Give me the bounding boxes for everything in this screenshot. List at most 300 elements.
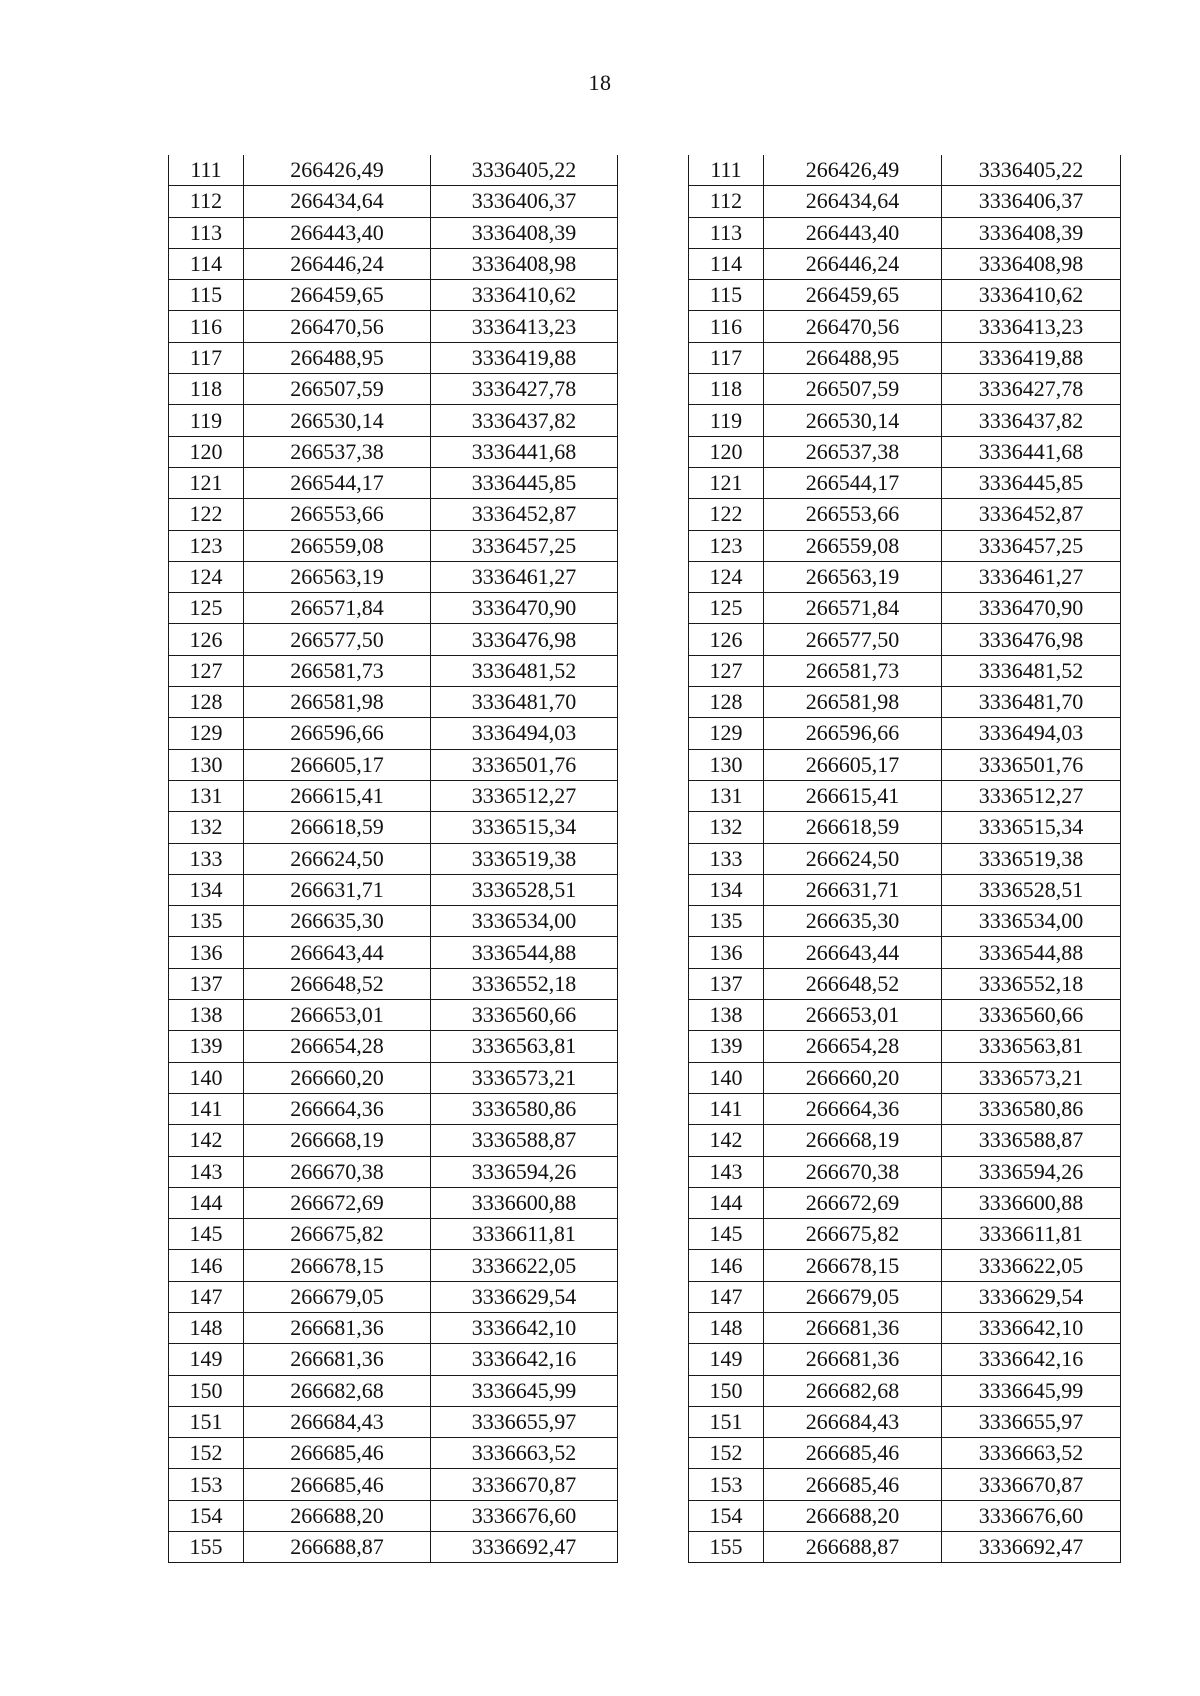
- table-row: [169, 374, 618, 405]
- x-coordinate-cell: 266507,59: [764, 374, 942, 405]
- table-row: [169, 937, 618, 968]
- table-row: [169, 186, 618, 217]
- point-number-cell: 127: [169, 655, 244, 686]
- point-number-cell: 116: [169, 311, 244, 342]
- table-row: [689, 1250, 1121, 1281]
- table-row: [169, 1438, 618, 1469]
- y-coordinate-cell: 3336445,85: [942, 467, 1121, 498]
- point-number-cell: 130: [169, 749, 244, 780]
- point-number-cell: 112: [689, 186, 764, 217]
- point-number-cell: 123: [689, 530, 764, 561]
- table-row: [689, 374, 1121, 405]
- point-number-cell: 129: [169, 718, 244, 749]
- point-number-cell: 137: [689, 968, 764, 999]
- x-coordinate-cell: 266688,87: [764, 1532, 942, 1563]
- x-coordinate-cell: 266681,36: [244, 1312, 431, 1343]
- point-number-cell: 145: [689, 1219, 764, 1250]
- table-row: [169, 1532, 618, 1563]
- point-number-cell: 112: [169, 186, 244, 217]
- point-number-cell: 118: [169, 374, 244, 405]
- y-coordinate-cell: 3336481,70: [431, 687, 618, 718]
- table-row: [689, 812, 1121, 843]
- point-number-cell: 123: [169, 530, 244, 561]
- table-row: [689, 843, 1121, 874]
- y-coordinate-cell: 3336655,97: [942, 1406, 1121, 1437]
- x-coordinate-cell: 266682,68: [764, 1375, 942, 1406]
- x-coordinate-cell: 266596,66: [764, 718, 942, 749]
- table-row: [689, 1438, 1121, 1469]
- point-number-cell: 121: [169, 467, 244, 498]
- point-number-cell: 133: [689, 843, 764, 874]
- point-number-cell: 148: [689, 1312, 764, 1343]
- x-coordinate-cell: 266679,05: [764, 1281, 942, 1312]
- point-number-cell: 125: [689, 593, 764, 624]
- x-coordinate-cell: 266563,19: [764, 561, 942, 592]
- table-row: [169, 1031, 618, 1062]
- point-number-cell: 117: [169, 342, 244, 373]
- x-coordinate-cell: 266530,14: [764, 405, 942, 436]
- point-number-cell: 147: [169, 1281, 244, 1312]
- x-coordinate-cell: 266675,82: [764, 1219, 942, 1250]
- y-coordinate-cell: 3336437,82: [942, 405, 1121, 436]
- x-coordinate-cell: 266653,01: [244, 1000, 431, 1031]
- point-number-cell: 138: [689, 1000, 764, 1031]
- y-coordinate-cell: 3336670,87: [431, 1469, 618, 1500]
- table-row: [689, 499, 1121, 530]
- x-coordinate-cell: 266624,50: [244, 843, 431, 874]
- x-coordinate-cell: 266615,41: [764, 780, 942, 811]
- x-coordinate-cell: 266688,20: [764, 1500, 942, 1531]
- y-coordinate-cell: 3336560,66: [431, 1000, 618, 1031]
- table-row: [169, 311, 618, 342]
- table-row: [169, 1187, 618, 1218]
- table-row: [689, 1187, 1121, 1218]
- point-number-cell: 126: [169, 624, 244, 655]
- table-row: [169, 1125, 618, 1156]
- point-number-cell: 111: [169, 155, 244, 186]
- x-coordinate-cell: 266688,20: [244, 1500, 431, 1531]
- x-coordinate-cell: 266488,95: [244, 342, 431, 373]
- point-number-cell: 151: [169, 1406, 244, 1437]
- x-coordinate-cell: 266488,95: [764, 342, 942, 373]
- table-row: [169, 1375, 618, 1406]
- point-number-cell: 116: [689, 311, 764, 342]
- table-row: [689, 186, 1121, 217]
- x-coordinate-cell: 266581,73: [764, 655, 942, 686]
- y-coordinate-cell: 3336534,00: [431, 906, 618, 937]
- point-number-cell: 113: [689, 217, 764, 248]
- table-row: [689, 342, 1121, 373]
- point-number-cell: 143: [689, 1156, 764, 1187]
- table-row: [169, 248, 618, 279]
- y-coordinate-cell: 3336663,52: [942, 1438, 1121, 1469]
- table-row: [689, 968, 1121, 999]
- point-number-cell: 153: [689, 1469, 764, 1500]
- x-coordinate-cell: 266648,52: [244, 968, 431, 999]
- point-number-cell: 142: [689, 1125, 764, 1156]
- x-coordinate-cell: 266426,49: [244, 155, 431, 186]
- y-coordinate-cell: 3336408,98: [431, 248, 618, 279]
- y-coordinate-cell: 3336445,85: [431, 467, 618, 498]
- table-row: [169, 624, 618, 655]
- table-row: [689, 874, 1121, 905]
- x-coordinate-cell: 266605,17: [244, 749, 431, 780]
- point-number-cell: 114: [169, 248, 244, 279]
- y-coordinate-cell: 3336552,18: [431, 968, 618, 999]
- coordinates-table-right: [688, 155, 1121, 1563]
- x-coordinate-cell: 266664,36: [244, 1093, 431, 1124]
- y-coordinate-cell: 3336563,81: [942, 1031, 1121, 1062]
- point-number-cell: 154: [169, 1500, 244, 1531]
- y-coordinate-cell: 3336563,81: [431, 1031, 618, 1062]
- table-row: [689, 1219, 1121, 1250]
- point-number-cell: 145: [169, 1219, 244, 1250]
- y-coordinate-cell: 3336457,25: [942, 530, 1121, 561]
- table-row: [169, 687, 618, 718]
- y-coordinate-cell: 3336580,86: [431, 1093, 618, 1124]
- y-coordinate-cell: 3336676,60: [942, 1500, 1121, 1531]
- table-row: [169, 280, 618, 311]
- point-number-cell: 121: [689, 467, 764, 498]
- point-number-cell: 124: [169, 561, 244, 592]
- point-number-cell: 131: [169, 780, 244, 811]
- table-row: [689, 624, 1121, 655]
- table-row: [169, 561, 618, 592]
- table-row: [689, 436, 1121, 467]
- point-number-cell: 139: [689, 1031, 764, 1062]
- point-number-cell: 137: [169, 968, 244, 999]
- y-coordinate-cell: 3336405,22: [942, 155, 1121, 186]
- y-coordinate-cell: 3336594,26: [431, 1156, 618, 1187]
- y-coordinate-cell: 3336534,00: [942, 906, 1121, 937]
- table-row: [689, 1000, 1121, 1031]
- y-coordinate-cell: 3336528,51: [431, 874, 618, 905]
- table-row: [689, 1156, 1121, 1187]
- x-coordinate-cell: 266577,50: [244, 624, 431, 655]
- point-number-cell: 122: [169, 499, 244, 530]
- point-number-cell: 117: [689, 342, 764, 373]
- point-number-cell: 118: [689, 374, 764, 405]
- y-coordinate-cell: 3336452,87: [431, 499, 618, 530]
- table-row: [169, 1406, 618, 1437]
- x-coordinate-cell: 266446,24: [244, 248, 431, 279]
- x-coordinate-cell: 266670,38: [764, 1156, 942, 1187]
- table-row: [689, 217, 1121, 248]
- point-number-cell: 150: [689, 1375, 764, 1406]
- table-row: [169, 342, 618, 373]
- point-number-cell: 141: [689, 1093, 764, 1124]
- table-row: [689, 1031, 1121, 1062]
- y-coordinate-cell: 3336437,82: [431, 405, 618, 436]
- point-number-cell: 155: [169, 1532, 244, 1563]
- y-coordinate-cell: 3336470,90: [942, 593, 1121, 624]
- table-row: [689, 1532, 1121, 1563]
- y-coordinate-cell: 3336476,98: [431, 624, 618, 655]
- table-row: [689, 593, 1121, 624]
- table-row: [689, 780, 1121, 811]
- y-coordinate-cell: 3336427,78: [431, 374, 618, 405]
- x-coordinate-cell: 266679,05: [244, 1281, 431, 1312]
- y-coordinate-cell: 3336580,86: [942, 1093, 1121, 1124]
- x-coordinate-cell: 266571,84: [244, 593, 431, 624]
- x-coordinate-cell: 266681,36: [764, 1312, 942, 1343]
- table-row: [169, 1281, 618, 1312]
- x-coordinate-cell: 266624,50: [764, 843, 942, 874]
- y-coordinate-cell: 3336419,88: [942, 342, 1121, 373]
- y-coordinate-cell: 3336457,25: [431, 530, 618, 561]
- point-number-cell: 119: [689, 405, 764, 436]
- x-coordinate-cell: 266434,64: [764, 186, 942, 217]
- point-number-cell: 155: [689, 1532, 764, 1563]
- x-coordinate-cell: 266664,36: [764, 1093, 942, 1124]
- y-coordinate-cell: 3336544,88: [942, 937, 1121, 968]
- point-number-cell: 124: [689, 561, 764, 592]
- x-coordinate-cell: 266635,30: [764, 906, 942, 937]
- y-coordinate-cell: 3336461,27: [942, 561, 1121, 592]
- x-coordinate-cell: 266672,69: [244, 1187, 431, 1218]
- table-row: [169, 718, 618, 749]
- y-coordinate-cell: 3336544,88: [431, 937, 618, 968]
- point-number-cell: 140: [169, 1062, 244, 1093]
- point-number-cell: 142: [169, 1125, 244, 1156]
- table-body: [689, 155, 1121, 1563]
- y-coordinate-cell: 3336645,99: [942, 1375, 1121, 1406]
- x-coordinate-cell: 266635,30: [244, 906, 431, 937]
- point-number-cell: 130: [689, 749, 764, 780]
- x-coordinate-cell: 266544,17: [244, 467, 431, 498]
- table-row: [689, 1125, 1121, 1156]
- table-row: [169, 217, 618, 248]
- x-coordinate-cell: 266559,08: [764, 530, 942, 561]
- y-coordinate-cell: 3336600,88: [431, 1187, 618, 1218]
- x-coordinate-cell: 266615,41: [244, 780, 431, 811]
- point-number-cell: 126: [689, 624, 764, 655]
- y-coordinate-cell: 3336588,87: [431, 1125, 618, 1156]
- point-number-cell: 144: [169, 1187, 244, 1218]
- point-number-cell: 111: [689, 155, 764, 186]
- point-number-cell: 134: [689, 874, 764, 905]
- table-row: [689, 248, 1121, 279]
- table-body: [169, 155, 618, 1563]
- table-row: [689, 1093, 1121, 1124]
- y-coordinate-cell: 3336427,78: [942, 374, 1121, 405]
- table-row: [689, 937, 1121, 968]
- y-coordinate-cell: 3336441,68: [942, 436, 1121, 467]
- x-coordinate-cell: 266684,43: [244, 1406, 431, 1437]
- table-row: [169, 906, 618, 937]
- table-row: [169, 1219, 618, 1250]
- point-number-cell: 152: [169, 1438, 244, 1469]
- x-coordinate-cell: 266682,68: [244, 1375, 431, 1406]
- point-number-cell: 136: [169, 937, 244, 968]
- point-number-cell: 133: [169, 843, 244, 874]
- x-coordinate-cell: 266434,64: [244, 186, 431, 217]
- y-coordinate-cell: 3336410,62: [942, 280, 1121, 311]
- point-number-cell: 152: [689, 1438, 764, 1469]
- x-coordinate-cell: 266426,49: [764, 155, 942, 186]
- table-row: [169, 843, 618, 874]
- y-coordinate-cell: 3336676,60: [431, 1500, 618, 1531]
- x-coordinate-cell: 266643,44: [244, 937, 431, 968]
- x-coordinate-cell: 266654,28: [764, 1031, 942, 1062]
- table-row: [169, 405, 618, 436]
- table-row: [169, 155, 618, 186]
- x-coordinate-cell: 266605,17: [764, 749, 942, 780]
- point-number-cell: 146: [689, 1250, 764, 1281]
- y-coordinate-cell: 3336413,23: [431, 311, 618, 342]
- point-number-cell: 134: [169, 874, 244, 905]
- x-coordinate-cell: 266685,46: [244, 1469, 431, 1500]
- x-coordinate-cell: 266459,65: [244, 280, 431, 311]
- x-coordinate-cell: 266618,59: [244, 812, 431, 843]
- y-coordinate-cell: 3336645,99: [431, 1375, 618, 1406]
- y-coordinate-cell: 3336419,88: [431, 342, 618, 373]
- y-coordinate-cell: 3336408,98: [942, 248, 1121, 279]
- point-number-cell: 154: [689, 1500, 764, 1531]
- y-coordinate-cell: 3336655,97: [431, 1406, 618, 1437]
- point-number-cell: 115: [689, 280, 764, 311]
- coordinates-table-left: [168, 155, 618, 1563]
- y-coordinate-cell: 3336573,21: [942, 1062, 1121, 1093]
- point-number-cell: 120: [169, 436, 244, 467]
- x-coordinate-cell: 266470,56: [244, 311, 431, 342]
- y-coordinate-cell: 3336629,54: [942, 1281, 1121, 1312]
- table-row: [689, 1375, 1121, 1406]
- y-coordinate-cell: 3336600,88: [942, 1187, 1121, 1218]
- point-number-cell: 128: [169, 687, 244, 718]
- table-row: [689, 749, 1121, 780]
- table-row: [689, 530, 1121, 561]
- point-number-cell: 128: [689, 687, 764, 718]
- y-coordinate-cell: 3336519,38: [942, 843, 1121, 874]
- x-coordinate-cell: 266681,36: [764, 1344, 942, 1375]
- y-coordinate-cell: 3336470,90: [431, 593, 618, 624]
- table-row: [689, 311, 1121, 342]
- table-row: [689, 1469, 1121, 1500]
- y-coordinate-cell: 3336406,37: [431, 186, 618, 217]
- y-coordinate-cell: 3336594,26: [942, 1156, 1121, 1187]
- x-coordinate-cell: 266443,40: [764, 217, 942, 248]
- x-coordinate-cell: 266581,73: [244, 655, 431, 686]
- table-row: [169, 467, 618, 498]
- table-row: [689, 687, 1121, 718]
- y-coordinate-cell: 3336692,47: [942, 1532, 1121, 1563]
- x-coordinate-cell: 266684,43: [764, 1406, 942, 1437]
- y-coordinate-cell: 3336494,03: [942, 718, 1121, 749]
- point-number-cell: 146: [169, 1250, 244, 1281]
- y-coordinate-cell: 3336622,05: [942, 1250, 1121, 1281]
- table-row: [169, 436, 618, 467]
- y-coordinate-cell: 3336512,27: [431, 780, 618, 811]
- point-number-cell: 153: [169, 1469, 244, 1500]
- table-row: [689, 467, 1121, 498]
- point-number-cell: 143: [169, 1156, 244, 1187]
- y-coordinate-cell: 3336560,66: [942, 1000, 1121, 1031]
- table-row: [169, 655, 618, 686]
- y-coordinate-cell: 3336410,62: [431, 280, 618, 311]
- x-coordinate-cell: 266685,46: [244, 1438, 431, 1469]
- x-coordinate-cell: 266530,14: [244, 405, 431, 436]
- point-number-cell: 132: [689, 812, 764, 843]
- table-row: [169, 812, 618, 843]
- table-row: [169, 1062, 618, 1093]
- table-row: [689, 1281, 1121, 1312]
- y-coordinate-cell: 3336642,16: [942, 1344, 1121, 1375]
- table-row: [689, 280, 1121, 311]
- x-coordinate-cell: 266507,59: [244, 374, 431, 405]
- x-coordinate-cell: 266553,66: [244, 499, 431, 530]
- y-coordinate-cell: 3336611,81: [942, 1219, 1121, 1250]
- table-row: [169, 499, 618, 530]
- table-row: [169, 1250, 618, 1281]
- table-row: [689, 655, 1121, 686]
- x-coordinate-cell: 266581,98: [244, 687, 431, 718]
- point-number-cell: 136: [689, 937, 764, 968]
- y-coordinate-cell: 3336476,98: [942, 624, 1121, 655]
- x-coordinate-cell: 266668,19: [764, 1125, 942, 1156]
- y-coordinate-cell: 3336528,51: [942, 874, 1121, 905]
- x-coordinate-cell: 266654,28: [244, 1031, 431, 1062]
- point-number-cell: 120: [689, 436, 764, 467]
- y-coordinate-cell: 3336441,68: [431, 436, 618, 467]
- x-coordinate-cell: 266668,19: [244, 1125, 431, 1156]
- table-row: [169, 874, 618, 905]
- table-row: [689, 1406, 1121, 1437]
- y-coordinate-cell: 3336452,87: [942, 499, 1121, 530]
- x-coordinate-cell: 266675,82: [244, 1219, 431, 1250]
- x-coordinate-cell: 266559,08: [244, 530, 431, 561]
- table-row: [169, 530, 618, 561]
- x-coordinate-cell: 266577,50: [764, 624, 942, 655]
- y-coordinate-cell: 3336408,39: [942, 217, 1121, 248]
- table-row: [169, 1312, 618, 1343]
- table-row: [169, 1093, 618, 1124]
- x-coordinate-cell: 266446,24: [764, 248, 942, 279]
- x-coordinate-cell: 266685,46: [764, 1469, 942, 1500]
- y-coordinate-cell: 3336629,54: [431, 1281, 618, 1312]
- y-coordinate-cell: 3336588,87: [942, 1125, 1121, 1156]
- point-number-cell: 125: [169, 593, 244, 624]
- y-coordinate-cell: 3336519,38: [431, 843, 618, 874]
- x-coordinate-cell: 266685,46: [764, 1438, 942, 1469]
- x-coordinate-cell: 266443,40: [244, 217, 431, 248]
- y-coordinate-cell: 3336413,23: [942, 311, 1121, 342]
- table-row: [689, 155, 1121, 186]
- table-row: [689, 561, 1121, 592]
- point-number-cell: 149: [689, 1344, 764, 1375]
- x-coordinate-cell: 266688,87: [244, 1532, 431, 1563]
- x-coordinate-cell: 266537,38: [244, 436, 431, 467]
- point-number-cell: 135: [689, 906, 764, 937]
- x-coordinate-cell: 266544,17: [764, 467, 942, 498]
- x-coordinate-cell: 266563,19: [244, 561, 431, 592]
- x-coordinate-cell: 266581,98: [764, 687, 942, 718]
- table-row: [689, 1344, 1121, 1375]
- point-number-cell: 122: [689, 499, 764, 530]
- x-coordinate-cell: 266631,71: [764, 874, 942, 905]
- point-number-cell: 115: [169, 280, 244, 311]
- y-coordinate-cell: 3336494,03: [431, 718, 618, 749]
- y-coordinate-cell: 3336663,52: [431, 1438, 618, 1469]
- point-number-cell: 147: [689, 1281, 764, 1312]
- table-row: [169, 1156, 618, 1187]
- x-coordinate-cell: 266470,56: [764, 311, 942, 342]
- page-number: 18: [588, 70, 612, 95]
- table-row: [689, 1500, 1121, 1531]
- y-coordinate-cell: 3336552,18: [942, 968, 1121, 999]
- point-number-cell: 132: [169, 812, 244, 843]
- x-coordinate-cell: 266571,84: [764, 593, 942, 624]
